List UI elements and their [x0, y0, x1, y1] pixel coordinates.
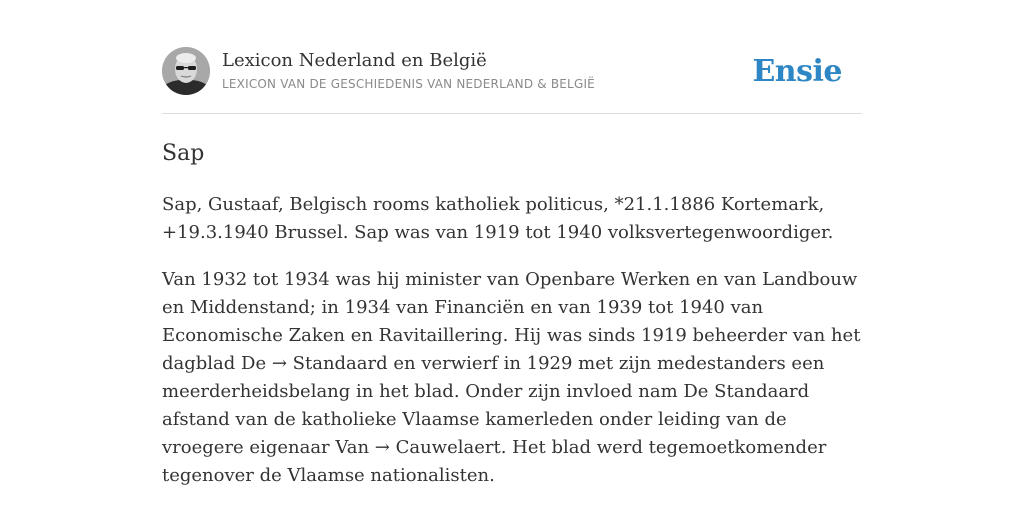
link-cauwelaert[interactable]: → Cauwelaert: [374, 437, 501, 458]
source-info: [222, 49, 752, 93]
author-avatar[interactable]: [162, 47, 210, 95]
source-title[interactable]: Lexicon Nederland en België: [222, 50, 487, 71]
entry-paragraph-2: [162, 266, 862, 490]
entry-title: Sap: [162, 141, 205, 166]
portrait-image: [162, 47, 210, 95]
source-header: [162, 44, 862, 114]
paragraph-text: . Het blad werd tegemoetkomender tegenover de Vlaamse nationalisten.: [162, 437, 827, 486]
page-container: [162, 44, 862, 490]
paragraph-text: Van 1932 tot 1934 was hij minister van Openbare Werken en van Landbouw en Middenstand; in 1934 van Financiën en van 1939 tot 1940 van Economische Zaken en Ravitaillering. Hij was sinds 1919 beheerder van het dagblad De: [162, 269, 861, 374]
link-standaard[interactable]: → Standaard: [271, 353, 388, 374]
entry-paragraph-1: Sap, Gustaaf, Belgisch rooms katholiek politicus, *21.1.1886 Kortemark, +19.3.1940 Brussel. Sap was van 1919 tot 1940 volksvertegenwoordiger.: [162, 194, 834, 243]
brand-logo[interactable]: Ensie: [752, 53, 842, 89]
source-subtitle: LEXICON VAN DE GESCHIEDENIS VAN NEDERLAND & BELGIË: [222, 77, 595, 91]
paragraph-text: en verwierf in 1929 met zijn medestanders een meerderheidsbelang in het blad. Onder zijn invloed nam De Standaard afstand van de katholieke Vlaamse kamerleden onder leiding van de vroegere eigenaar Van: [162, 353, 825, 458]
